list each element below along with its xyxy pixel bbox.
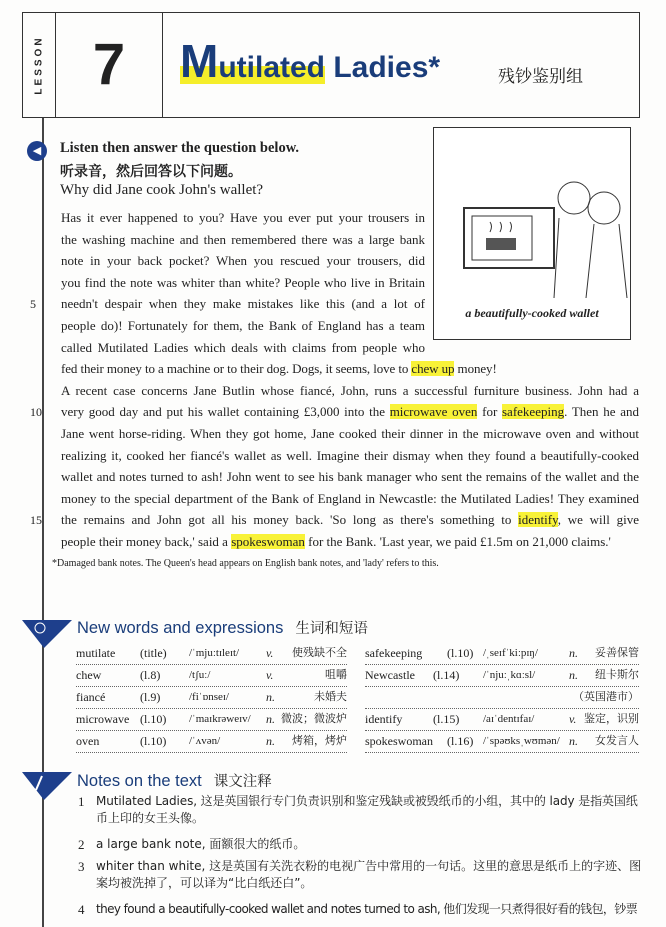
vocab-pos: n. [569, 646, 578, 660]
text-line [61, 488, 639, 510]
text-segment: wallet and notes turned to ash! John went to see his bank manager who sent the remains of the wallet and the [61, 469, 639, 485]
vocab-row [76, 730, 347, 753]
text-line [61, 423, 639, 445]
lightbulb-icon [22, 618, 72, 648]
highlighted-phrase: chew up [411, 361, 455, 377]
note-text [96, 792, 642, 826]
vocab-ref: (l.9) [140, 690, 161, 704]
vocab-heading [77, 617, 368, 638]
note-number: 3 [78, 859, 85, 874]
text-segment: Has it ever happened to you? Have you ever put your trousers in [61, 210, 425, 225]
vocab-row [365, 642, 639, 665]
vocab-pos: v. [569, 712, 577, 726]
vocab-ipa: /fiˈɒnseɪ/ [189, 691, 229, 703]
text-segment: called Mutilated Ladies which deals with claims from people who [61, 339, 425, 355]
text-line [61, 466, 639, 488]
vocab-ipa: /ˈmaɪkrəweɪv/ [189, 713, 251, 725]
vocab-ref: (title) [140, 646, 167, 660]
note-line: 案均被洗掉了，可以译为“比白纸还白”。 [96, 876, 313, 890]
note-line: Mutilated Ladies, 这是英国银行专门负责识别和鉴定残缺或被毁纸币的小组，其中的 lady 是指英国纸 [96, 794, 638, 808]
text-segment: Jane went horse-riding. When they got home, Jane cooked their dinner in the microwave oven and without [61, 426, 639, 441]
vocab-pos: v. [266, 646, 274, 660]
text-segment: needn't despair when they make mistakes like this (and a lot of [61, 296, 425, 312]
title-initial: M [180, 35, 219, 87]
vocab-ipa: /aɪˈdentɪfaɪ/ [483, 713, 535, 725]
notes-heading [77, 770, 272, 791]
note-text [96, 835, 642, 852]
text-segment: note in your back pocket? When you rescued your trousers, did [61, 253, 425, 269]
vocab-ipa: /ˈnjuːˌkɑːsl/ [483, 669, 536, 681]
lesson-title-cn: 残钞鉴别组 [498, 67, 583, 87]
vocab-row [365, 708, 639, 731]
text-segment: money! [454, 361, 497, 377]
vocab-ipa: /ˌseɪfˈkiːpɪŋ/ [483, 647, 538, 659]
vocab-ipa: /tʃuː/ [189, 669, 211, 681]
vocab-ref: (l.8) [140, 668, 161, 682]
text-line [61, 207, 425, 229]
vocab-pos: v. [266, 668, 274, 682]
vocab-pos: n. [569, 668, 578, 682]
vocab-title: New words and expressions [77, 619, 284, 637]
vocab-ipa: /ˈspəʊksˌwʊmən/ [483, 735, 560, 747]
text-segment: A recent case concerns Jane Butlin whose fiancé, John, runs a successful furniture business. John had a [61, 382, 639, 398]
text-line [61, 337, 425, 359]
instruction-en: Listen then answer the question below. [60, 140, 300, 156]
vocab-pos: n. [266, 734, 275, 748]
text-line [61, 315, 425, 337]
vocab-cn: 未婚夫 [314, 690, 347, 703]
note-text [96, 857, 642, 891]
illustration [433, 127, 631, 340]
vocab-pos: n. [266, 690, 275, 704]
note-line: a large bank note, 面额很大的纸币。 [96, 837, 306, 851]
text-segment: very good day and put his wallet containing £3,000 into the [61, 404, 390, 420]
vocab-word: microwave [76, 712, 130, 726]
highlighted-phrase: microwave oven [389, 404, 478, 420]
text-line [61, 445, 639, 467]
lesson-label-text: LESSON [33, 35, 44, 95]
note-text [96, 900, 642, 917]
illustration-caption: a beautifully-cooked wallet [465, 306, 599, 320]
highlighted-phrase: safekeeping [502, 404, 565, 420]
vocab-word: mutilate [76, 646, 116, 660]
line-number: 10 [30, 405, 42, 420]
vocab-cn: 烤箱，烤炉 [292, 734, 347, 747]
text-line [61, 531, 639, 553]
note-line: they found a beautifully-cooked wallet and notes turned to ash, 他们发现一只煮得很好看的钱包，钞票 [96, 902, 638, 916]
vocab-row [365, 686, 639, 709]
vocab-word: safekeeping [365, 646, 423, 660]
pen-icon [22, 770, 72, 800]
text-line [61, 250, 425, 272]
question: Why did Jane cook John's wallet? [60, 182, 264, 198]
highlighted-phrase: spokeswoman [231, 534, 305, 549]
speaker-icon[interactable]: ◀ [27, 141, 47, 161]
text-segment: the remains and John got all his money back. 'So long as there's something to [61, 512, 519, 528]
vocab-ref: (l.16) [447, 734, 474, 748]
instruction-cn: 听录音，然后回答以下问题。 [60, 164, 242, 180]
vocab-ref: (l.10) [447, 646, 474, 660]
text-segment: realizing it, cooked her fiancé's wallet as well. Imagine their dismay when they found a beautifully-cooked [61, 447, 639, 463]
vocab-word: chew [76, 668, 102, 682]
text-line [61, 509, 639, 531]
text-segment: money to the special department of the Bank of England in Newcastle: the Mutilated Ladies! They examined [61, 490, 639, 506]
note-number: 2 [78, 837, 85, 852]
vocab-cn: 女发言人 [595, 734, 639, 747]
vocab-row [76, 686, 347, 709]
text-line [61, 293, 425, 315]
vocab-cn: （英国港市） [573, 690, 639, 703]
note-number: 4 [78, 902, 85, 917]
text-segment: , we will give [557, 512, 639, 528]
vocab-ref: (l.10) [140, 734, 167, 748]
text-segment: people do)! Fortunately for them, the Bank of England has a team [61, 318, 425, 333]
text-segment: . Then he and [564, 404, 639, 420]
vocab-row [365, 730, 639, 753]
vocab-row [76, 642, 347, 665]
text-segment: fed their money to a machine or to their dog. Dogs, it seems, love to [61, 361, 412, 377]
vocab-cn: 妥善保管 [595, 646, 639, 659]
vocab-ref: (l.14) [433, 668, 460, 682]
line-number: 5 [30, 297, 36, 312]
vocab-pos: n. [266, 712, 275, 726]
text-segment: the washing machine and then remembered there was a large bank [61, 231, 425, 247]
lesson-title [180, 34, 440, 88]
text-line [61, 272, 425, 294]
vocab-cn: 使残缺不全 [292, 646, 347, 659]
lesson-number: 7 [56, 12, 163, 118]
text-segment: people their money back,' said a [61, 534, 232, 549]
vocab-pos: n. [569, 734, 578, 748]
vocab-cn: 微波；微波炉 [281, 712, 347, 725]
text-line [61, 358, 501, 380]
vocab-word: spokeswoman [365, 734, 433, 748]
note-number: 1 [78, 794, 85, 809]
margin-rule [42, 118, 44, 927]
vocab-word: Newcastle [365, 668, 415, 682]
text-segment: you find the note was whiter than white? People who live in Britain [61, 274, 425, 290]
vocab-word: identify [365, 712, 403, 726]
vocab-cn: 咀嚼 [325, 668, 347, 681]
text-line [61, 380, 639, 402]
vocab-ref: (l.10) [140, 712, 167, 726]
text-segment: for the Bank. 'Last year, we paid £1.5m on 21,000 claims.' [304, 534, 611, 549]
highlighted-phrase: identify [518, 512, 558, 528]
note-line: whiter than white, 这是英国有关洗衣粉的电视广告中常用的一句话。这里的意思是纸币上的字迹、图 [96, 859, 642, 873]
title-word1: utilated [218, 51, 325, 84]
vocab-word: oven [76, 734, 100, 748]
notes-title: Notes on the text [77, 772, 202, 790]
vocab-ref: (l.15) [433, 712, 460, 726]
vocab-row [365, 664, 639, 687]
vocab-ipa: /ˈʌvən/ [189, 735, 221, 747]
vocab-row [76, 664, 347, 687]
lesson-label [22, 12, 56, 118]
line-number: 15 [30, 513, 42, 528]
text-line [61, 229, 425, 251]
footnote: *Damaged bank notes. The Queen's head appears on English bank notes, and 'lady' refers to this. [52, 558, 439, 569]
title-word2: Ladies* [325, 51, 441, 84]
note-line: 币上印的女王头像。 [96, 811, 205, 825]
notes-title-cn: 课文注释 [213, 774, 272, 790]
vocab-ipa: /ˈmjuːtɪleɪt/ [189, 647, 240, 659]
vocab-title-cn: 生词和短语 [295, 621, 368, 637]
text-segment: for [477, 404, 502, 420]
microwave-illustration-icon [434, 128, 630, 298]
vocab-cn: 鉴定，识别 [584, 712, 639, 725]
vocab-row [76, 708, 347, 731]
vocab-cn: 纽卡斯尔 [595, 668, 639, 681]
vocab-word: fiancé [76, 690, 106, 704]
text-line [61, 401, 639, 423]
